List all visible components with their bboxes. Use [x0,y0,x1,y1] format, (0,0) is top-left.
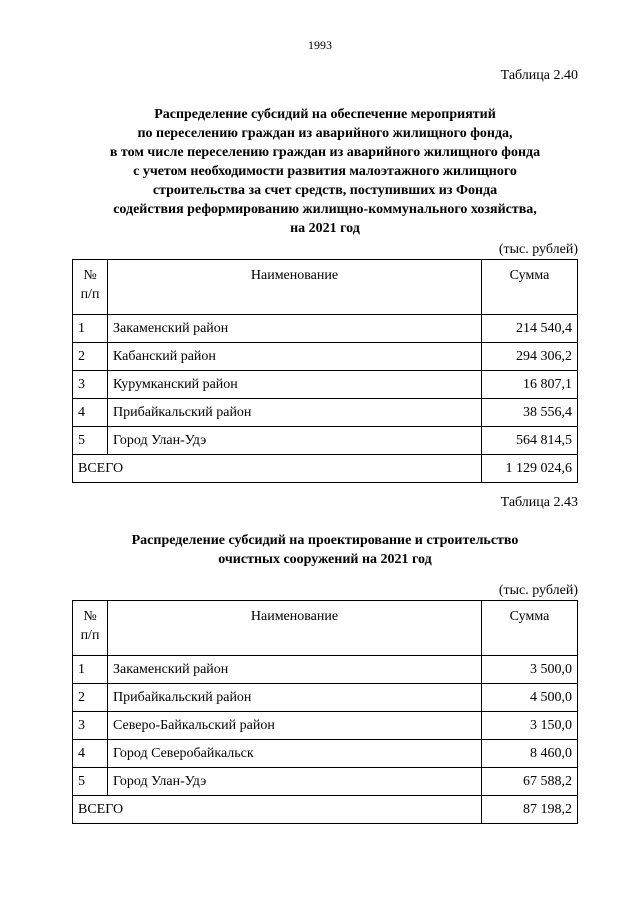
title-line: в том числе переселению граждан из аварийного жилищного фонда [109,145,541,160]
row-num: 5 [73,427,108,455]
unit-label: (тыс. рублей) [498,583,578,598]
table-row [73,371,578,399]
row-name: Закаменский район [108,315,482,343]
total-row [73,796,578,824]
header-sum: Сумма [482,260,578,315]
table-header-row [73,260,578,315]
table-title [72,531,578,569]
title-line: Распределение субсидий на обеспечение мероприятий [154,107,496,122]
table-caption: Таблица 2.43 [500,495,578,510]
subsidy-table-2-40 [72,259,578,483]
row-num: 3 [73,371,108,399]
header-name: Наименование [108,601,482,656]
row-sum: 294 306,2 [482,343,578,371]
row-name: Закаменский район [108,656,482,684]
row-sum: 16 807,1 [482,371,578,399]
row-name: Кабанский район [108,343,482,371]
unit-label: (тыс. рублей) [498,242,578,257]
row-num: 4 [73,399,108,427]
title-line: очистных сооружений на 2021 год [218,552,432,567]
table-row [73,343,578,371]
total-sum: 87 198,2 [482,796,578,824]
row-num: 2 [73,343,108,371]
total-row [73,455,578,483]
table-row [73,740,578,768]
total-label: ВСЕГО [73,796,482,824]
row-name: Прибайкальский район [108,684,482,712]
row-sum: 3 150,0 [482,712,578,740]
row-num: 1 [73,656,108,684]
table-caption: Таблица 2.40 [500,68,578,83]
total-sum: 1 129 024,6 [482,455,578,483]
header-num: № п/п [73,260,108,315]
row-num: 2 [73,684,108,712]
row-name: Город Улан-Удэ [108,427,482,455]
table-row [73,684,578,712]
total-label: ВСЕГО [73,455,482,483]
row-name: Город Улан-Удэ [108,768,482,796]
title-line: с учетом необходимости развития малоэтажного жилищного [133,164,517,179]
row-name: Прибайкальский район [108,399,482,427]
row-sum: 4 500,0 [482,684,578,712]
row-sum: 3 500,0 [482,656,578,684]
title-line: на 2021 год [290,221,360,236]
table-row [73,656,578,684]
title-line: по переселению граждан из аварийного жилищного фонда, [137,126,513,141]
subsidy-table-2-43 [72,600,578,824]
page-number: 1993 [308,38,332,52]
header-num: № п/п [73,601,108,656]
table-header-row [73,601,578,656]
title-line: строительства за счет средств, поступивших из Фонда [152,183,498,198]
row-num: 3 [73,712,108,740]
row-name: Курумканский район [108,371,482,399]
table-row [73,712,578,740]
header-sum: Сумма [482,601,578,656]
row-name: Северо-Байкальский район [108,712,482,740]
row-num: 4 [73,740,108,768]
row-num: 1 [73,315,108,343]
row-sum: 564 814,5 [482,427,578,455]
table-row [73,427,578,455]
row-num: 5 [73,768,108,796]
header-name: Наименование [108,260,482,315]
table-row [73,768,578,796]
row-sum: 214 540,4 [482,315,578,343]
row-sum: 38 556,4 [482,399,578,427]
row-sum: 67 588,2 [482,768,578,796]
title-line: Распределение субсидий на проектирование и строительство [131,533,519,548]
title-line: содействия реформированию жилищно-коммунального хозяйства, [113,202,537,217]
table-row [73,399,578,427]
row-sum: 8 460,0 [482,740,578,768]
table-title [72,105,578,238]
row-name: Город Северобайкальск [108,740,482,768]
table-row [73,315,578,343]
